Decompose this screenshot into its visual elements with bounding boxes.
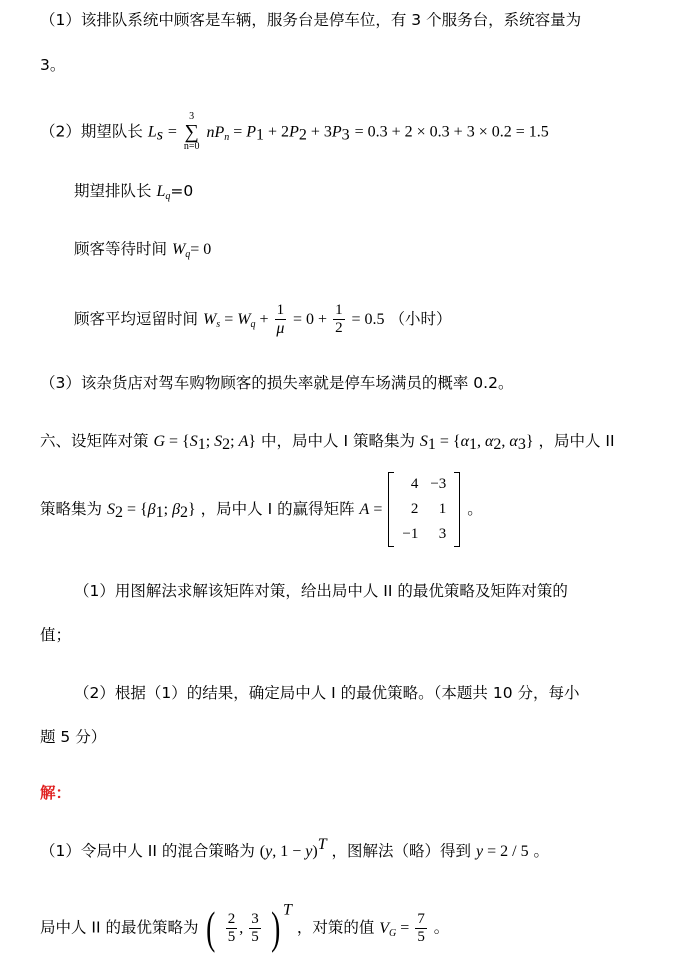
m-cell: 2 [410, 501, 419, 517]
part6-intro: 六、设矩阵对策 $G = \{S_1$; $S_2$; A} 中，局中人 I 策略集为 $S_1 = \{\alpha_1$, $\alpha_2$, $\alpha_3$} ，局中人 II [40, 432, 615, 453]
q2-label: （2）期望队长 [40, 122, 143, 141]
payoff-matrix [388, 472, 460, 547]
lq-value: =0 [170, 182, 194, 200]
intro-a: 六、设矩阵对策 [40, 432, 149, 450]
ws-line: 顾客平均逗留时间 $W_s = W_q$ + $\frac{1}{\mu}$ = 0 + $\frac{1}{2}$ = 0.5 （小时） [74, 302, 452, 337]
frac-2-5: $\frac{2}{5}$ [227, 910, 236, 945]
sum-bottom: n=0 [183, 141, 200, 152]
line2-end: 。 [467, 500, 483, 518]
intro-c: ，局中人 II [538, 432, 615, 450]
sum-top: 3 [189, 111, 195, 122]
m-cell: 4 [410, 476, 419, 492]
s1-a: （1）令局中人 II 的混合策略为 [40, 842, 255, 860]
ws-result: = 0.5 [351, 311, 385, 328]
ws-unit: （小时） [389, 310, 452, 328]
ls-subscript: s [156, 126, 163, 144]
wq-value: = 0 [190, 241, 212, 258]
frac-3-5: $\frac{3}{5}$ [251, 910, 259, 945]
sum-symbol: 3 ∑ n=0 [183, 111, 200, 152]
one-half: $\frac{1}{2}$ [335, 302, 343, 336]
m-cell: 1 [438, 501, 447, 517]
wq-line: 顾客等待时间 $W_q= 0$ [74, 240, 212, 260]
line2-b: ，局中人 I 的赢得矩阵 [200, 500, 355, 518]
wq-label: 顾客等待时间 [74, 240, 168, 258]
frac-7-5: $\frac{7}{5}$ [417, 910, 425, 945]
one-over-mu: $\frac{1}{\mu}$ [276, 302, 285, 337]
lq-label: 期望排队长 [74, 182, 152, 200]
task2-line2: 题 5 分） [40, 728, 107, 746]
s2-b: ，对策的值 [296, 918, 375, 937]
s2-a: 局中人 II 的最优策略为 [40, 918, 199, 937]
m-cell: −1 [402, 526, 419, 542]
line2-a: 策略集为 [40, 500, 103, 518]
task1-line2: 值； [40, 626, 72, 644]
ws-label: 顾客平均逗留时间 [74, 310, 199, 328]
solution-heading: 解： [40, 784, 72, 802]
task1-line1: （1）用图解法求解该矩阵对策，给出局中人 II 的最优策略及矩阵对策的 [74, 582, 568, 600]
intro-b: 中，局中人 I 策略集为 [261, 432, 415, 450]
ls-symbol: L [147, 123, 157, 141]
part6-line2: 策略集为 $S_2 = \{\beta_1$; $\beta_2$} ，局中人 I 的赢得矩阵 A = 4 −3 2 1 −1 3 。 [40, 472, 483, 547]
lq-line: 期望排队长 $L_q=0$ [74, 182, 194, 202]
m-cell: −3 [430, 476, 447, 492]
q3-line: （3）该杂货店对驾车购物顾客的损失率就是停车场满员的概率 0.2。 [40, 374, 514, 392]
s2-end: 。 [433, 918, 450, 937]
q2-result: = 0.3 + 2 × 0.3 + 3 × 0.2 = 1.5 [354, 123, 549, 141]
solution-line1: （1）令局中人 II 的混合策略为 (y, 1 − y)$^T$ ，图解法（略）得到 y = 2 / 5 。 [40, 836, 550, 860]
s1-end: 。 [533, 842, 550, 860]
solution-line2: 局中人 II 的最优策略为 ( $\frac{2}{5}$ , $\frac{3}{5}$ ) $^T$ ，对策的值 $V_G$ = $\frac{7}{5}$ 。 [40, 901, 450, 953]
q1-line1: （1）该排队系统中顾客是车辆，服务台是停车位，有 3 个服务台，系统容量为 [40, 11, 582, 29]
q2-line: （2）期望队长 $L_s$ = 3 ∑ n=0 $nP_n = P_1 + 2P_2 + 3P_3 = 0.3 + 2 \times 0.3 + 3 \times 0.2 = 1.5$ [40, 111, 549, 152]
task2-line1: （2）根据（1）的结果，确定局中人 I 的最优策略。（本题共 10 分，每小 [74, 684, 580, 702]
s1-b: ，图解法（略）得到 [331, 842, 472, 860]
q1-line2: 3。 [40, 56, 66, 74]
m-cell: 3 [438, 526, 447, 542]
